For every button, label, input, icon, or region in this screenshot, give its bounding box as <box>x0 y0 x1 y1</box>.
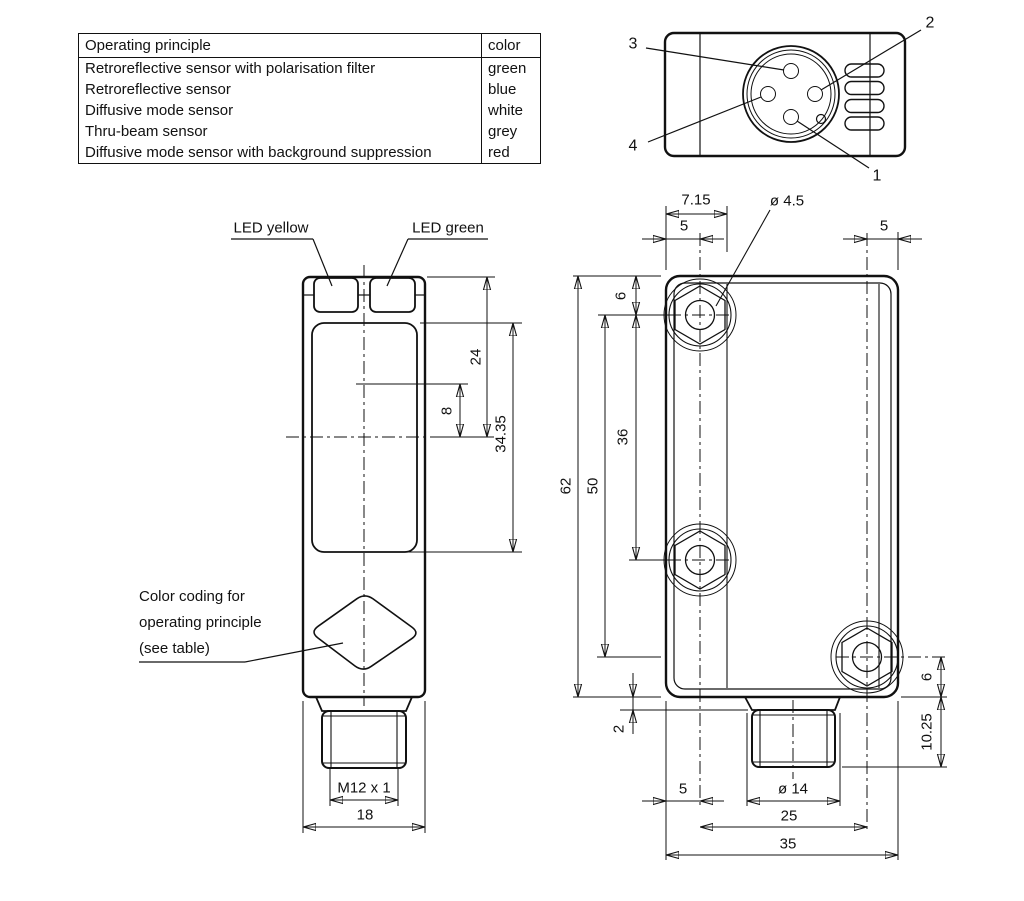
table-cell-color: red <box>488 144 510 161</box>
side-center-lines <box>668 233 947 833</box>
dim-10-25-label: 10.25 <box>918 713 936 751</box>
operating-principle-table <box>78 33 541 164</box>
thread-stub-front <box>322 711 406 768</box>
dim-24-label: 24 <box>467 348 485 366</box>
table-cell-color: green <box>488 60 527 77</box>
dim-62-label: 62 <box>557 477 575 495</box>
thread-size-label: M12 x 1 <box>337 779 391 797</box>
color-coding-diamond <box>314 596 416 669</box>
dim-35-label: 35 <box>779 835 797 853</box>
dim-5-bottom-label: 5 <box>678 780 688 798</box>
table-cell-principle: Thru-beam sensor <box>79 121 482 142</box>
color-coding-note: Color coding for operating principle (see table) <box>139 588 262 657</box>
table-header-principle: Operating principle <box>79 34 482 57</box>
pin-1-label: 1 <box>872 167 882 185</box>
pin-dot-3 <box>784 64 799 79</box>
table-cell-color: grey <box>488 123 518 140</box>
pin-4-label: 4 <box>628 137 638 155</box>
vent-slot <box>845 64 884 77</box>
table-cell-principle: Diffusive mode sensor with background suppression <box>79 142 482 163</box>
table-row <box>79 58 540 79</box>
table-header-row <box>79 34 540 58</box>
dim-50-label: 50 <box>584 477 602 495</box>
dim-6-bottom-label: 6 <box>918 672 936 682</box>
dim-25-label: 25 <box>780 807 798 825</box>
table-header-color: color <box>488 37 521 54</box>
table-cell-principle: Diffusive mode sensor <box>79 100 482 121</box>
connector-face-circle <box>743 46 839 142</box>
dim-18-label: 18 <box>356 806 374 824</box>
dim-5-top-right-label: 5 <box>879 217 889 235</box>
pin-dot-1 <box>784 110 799 125</box>
connector-top-view <box>646 30 921 168</box>
front-view <box>139 239 522 833</box>
table-cell-principle: Retroreflective sensor <box>79 79 482 100</box>
pin-3-label: 3 <box>628 35 638 53</box>
dim-6-top-label: 6 <box>612 291 630 301</box>
front-dimensions <box>303 277 522 833</box>
side-body <box>666 276 898 697</box>
led-yellow-label: LED yellow <box>233 219 309 237</box>
pin-dot-4 <box>761 87 776 102</box>
table-cell-color: white <box>488 102 524 119</box>
table-row <box>79 142 540 163</box>
table-row <box>79 121 540 142</box>
keying-dot <box>817 115 826 124</box>
dim-34-35-label: 34.35 <box>492 415 510 453</box>
side-view <box>573 206 947 860</box>
dim-8-label: 8 <box>438 406 456 416</box>
table-row <box>79 79 540 100</box>
table-row <box>79 100 540 121</box>
pin-2-label: 2 <box>925 14 935 32</box>
pin-dot-2 <box>808 87 823 102</box>
vent-slot <box>845 100 884 113</box>
dim-2-label: 2 <box>610 724 628 734</box>
side-inner-panel <box>674 283 891 689</box>
dim-36-label: 36 <box>614 428 632 446</box>
front-center-lines <box>286 265 436 706</box>
dim-7-15-label: 7.15 <box>681 191 711 209</box>
table-cell-principle: Retroreflective sensor with polarisation filter <box>79 58 482 79</box>
led-window-right <box>370 278 415 312</box>
connector-diameter-label: ø 14 <box>777 780 809 798</box>
led-green-label: LED green <box>412 219 484 237</box>
vent-slot <box>845 82 884 95</box>
vent-slot <box>845 117 884 130</box>
table-cell-color: blue <box>488 81 517 98</box>
dim-5-top-left-label: 5 <box>679 217 689 235</box>
hole-diameter-label: ø 4.5 <box>769 192 805 210</box>
led-window-left <box>314 278 358 312</box>
